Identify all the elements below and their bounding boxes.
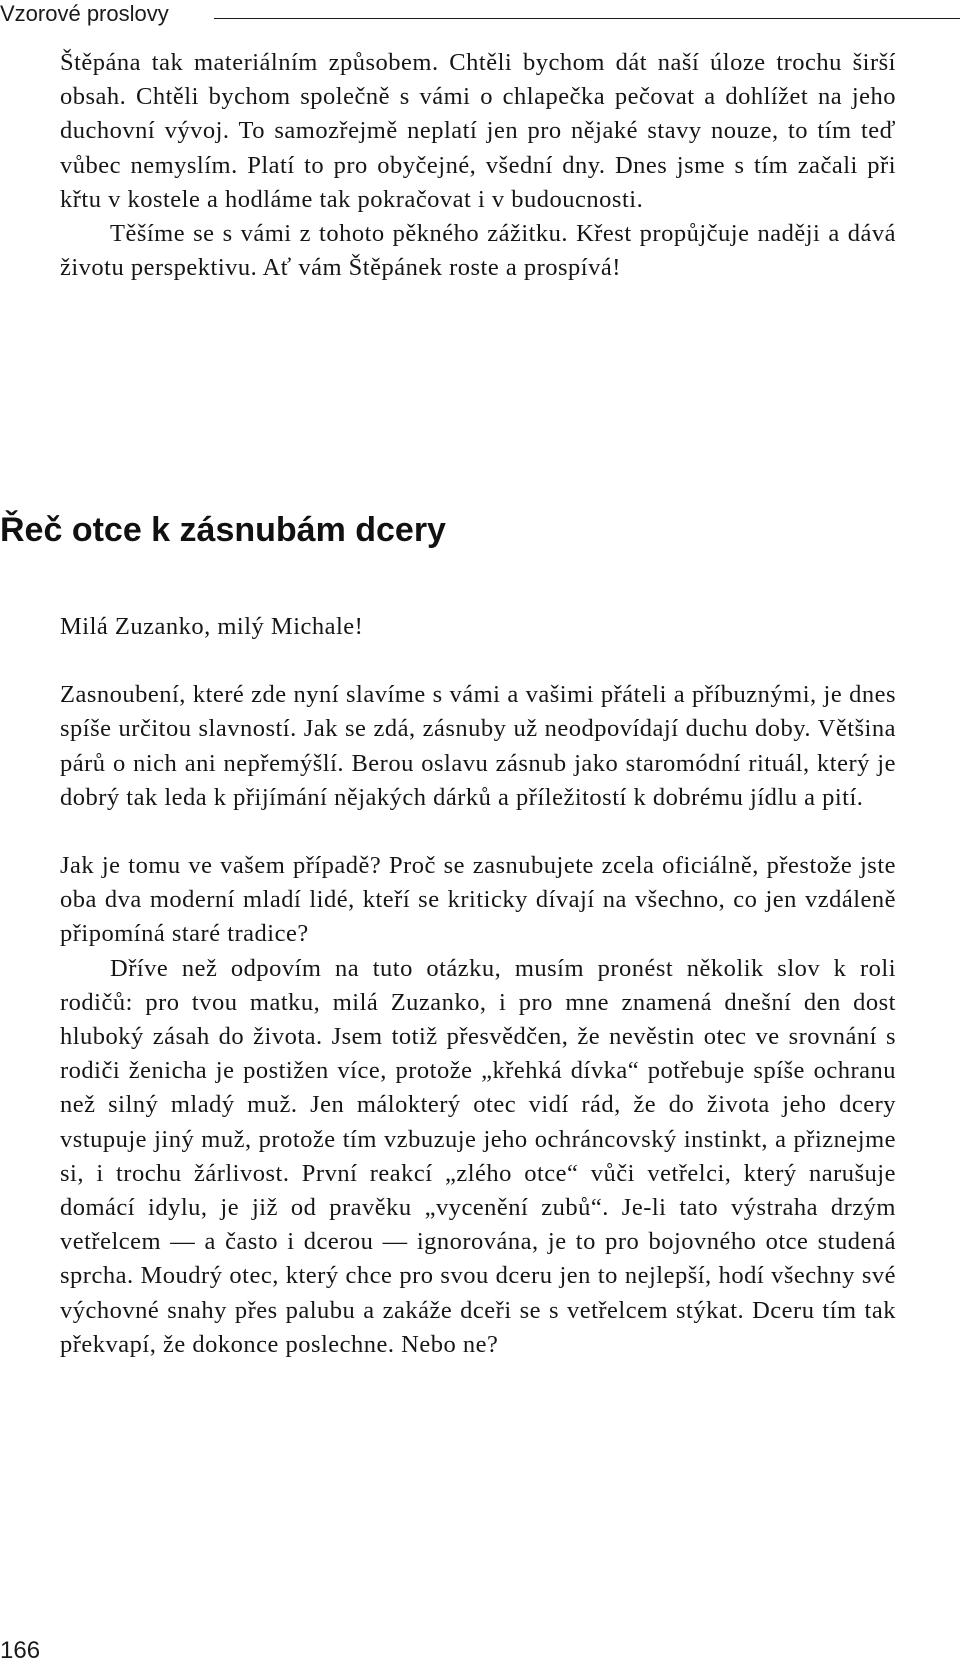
running-head-title: Vzorové proslovy [0, 1, 169, 26]
paragraph: Jak je tomu ve vašem případě? Proč se zasnubujete zcela oficiálně, přestože jste oba dva moderní mladí lidé, kteří se kriticky dívají na všechno, co jen vzdáleně připomíná staré tradice? [60, 852, 896, 948]
salutation: Milá Zuzanko, milý Michale! [60, 613, 364, 640]
paragraph: Těšíme se s vámi z tohoto pěkného zážitku. Křest propůjčuje naději a dává životu perspektivu. Ať vám Štěpánek roste a prospívá! [60, 220, 896, 282]
running-head-rule [214, 18, 960, 19]
running-head [0, 0, 960, 30]
paragraph: Dříve než odpovím na tuto otázku, musím pronést několik slov k roli rodičů: pro tvou matku, milá Zuzanko, i pro mne znamená dnešní den dost hluboký zásah do života. Jsem totiž přesvědčen, že nevěstin otec ve srovnání s rodiči ženicha je postižen více, protože „křehká dívka“ potřebuje spíše ochranu než silný mladý muž. Jen málokterý otec vidí rád, že do života jeho dcery vstupuje jiný muž, protože tím vzbuzuje jeho ochráncovský instinkt, a přiznejme si, i trochu žárlivost. První reakcí „zlého otce“ vůči vetřelci, který narušuje domácí idylu, je již od pravěku „vycenění zubů“. Je-li tato výstraha drzým vetřelcem — a často i dcerou — ignorována, je to pro bojovného otce studená sprcha. Moudrý otec, který chce pro svou dceru jen to nejlepší, hodí všechny své výchovné snahy přes palubu a zakáže dceři se s vetřelcem stýkat. Dceru tím tak překvapí, že dokonce poslechne. Nebo ne? [60, 954, 896, 1358]
continued-text [60, 46, 896, 285]
paragraph: Štěpána tak materiálním způsobem. Chtěli bychom dát naší úloze trochu širší obsah. Chtěli bychom společně s vámi o chlapečka pečovat a dohlížet na jeho duchovní vývoj. To samozřejmě neplatí jen pro nějaké stavy nouze, to tím teď vůbec nemyslím. Platí to pro obyčejné, všední dny. Dnes jsme s tím začali při křtu v kostele a hodláme tak pokračovat i v budoucnosti. [60, 49, 896, 213]
page-number: 166 [0, 1637, 41, 1664]
section-heading: Řeč otce k zásnubám dcery [0, 511, 446, 549]
speech-body [60, 610, 896, 1362]
paragraph: Zasnoubení, které zde nyní slavíme s vámi a vašimi přáteli a příbuznými, je dnes spíše určitou slavností. Jak se zdá, zásnuby už neodpovídají duchu doby. Většina párů o nich ani nepřemýšlí. Berou oslavu zásnub jako staromódní rituál, který je dobrý tak leda k přijímání nějakých dárků a příležitostí k dobrému jídlu a pití. [60, 681, 896, 811]
